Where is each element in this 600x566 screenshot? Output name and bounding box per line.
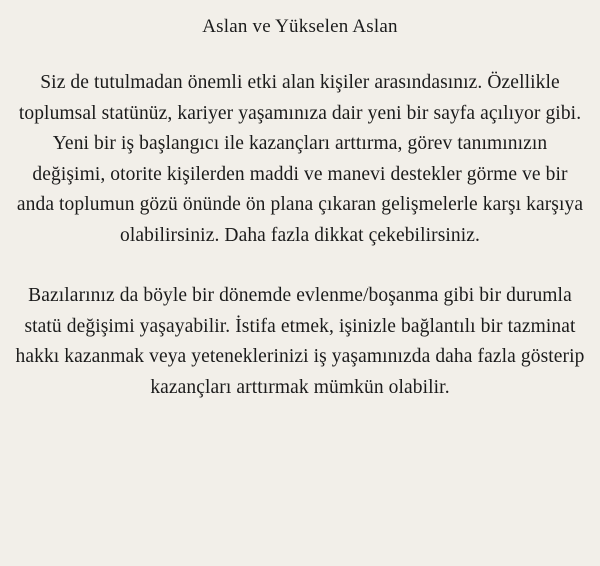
paragraph-2: Bazılarınız da böyle bir dönemde evlenme/boşanma gibi bir durumla statü değişimi yaşayabilir. İstifa etmek, işinizle bağlantılı bir tazminat hakkı kazanmak veya yeteneklerinizi iş yaşamınızda daha fazla gösterip kazançları arttırmak mümkün olabilir. (15, 285, 585, 398)
paragraph-1: Siz de tutulmadan önemli etki alan kişiler arasındasınız. Özellikle toplumsal statünüz, kariyer yaşamınıza dair yeni bir sayfa açılıyor gibi. Yeni bir iş başlangıcı ile kazançları arttırma, görev tanımınızın değişimi, otorite kişilerden maddi ve manevi destekler görme ve bir anda toplumun gözü önünde ön plana çıkaran gelişmelerle karşı karşıya olabilirsiniz. Daha fazla dikkat çekebilirsiniz. (16, 72, 584, 246)
page-title: Aslan ve Yükselen Aslan (202, 16, 398, 37)
